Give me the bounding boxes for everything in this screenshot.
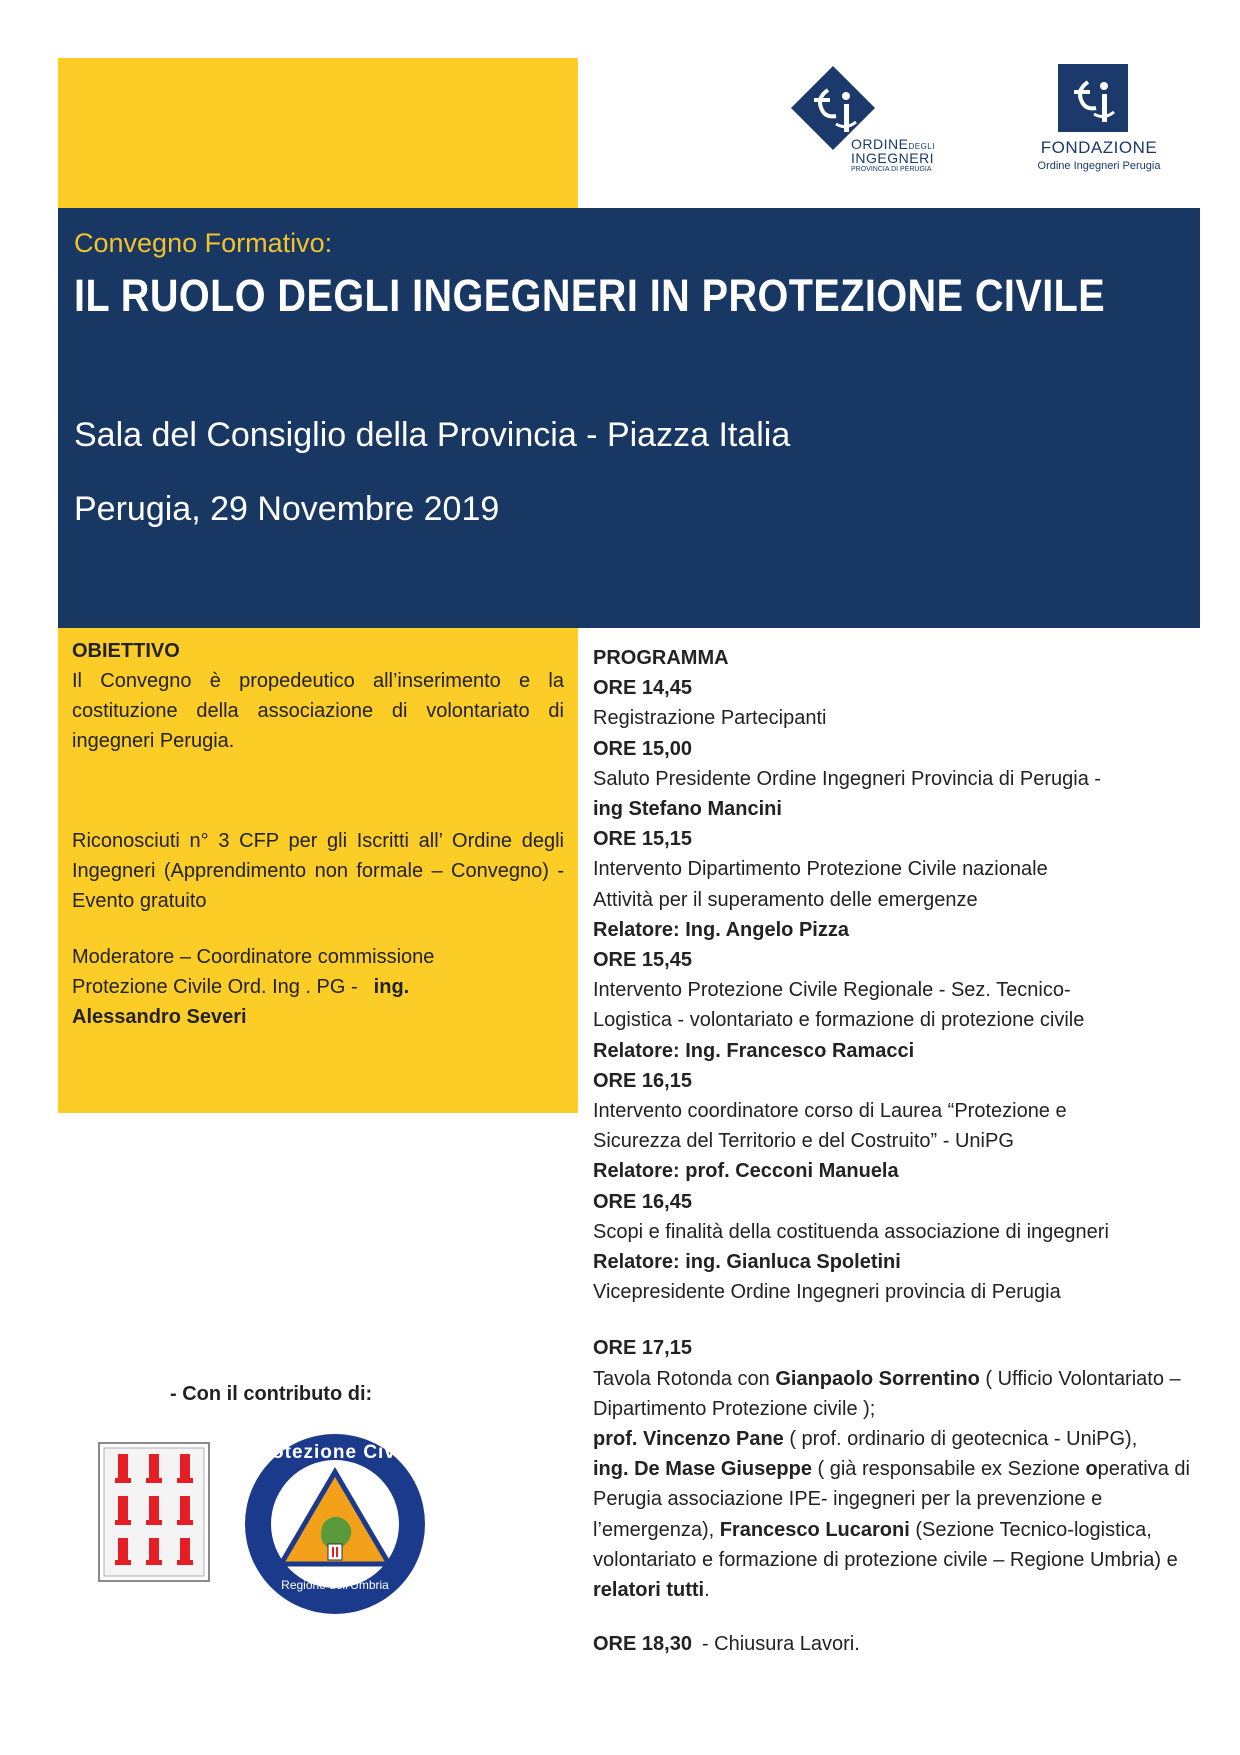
- rt-bold: ing. De Mase Giuseppe: [593, 1458, 812, 1481]
- programme-time: ORE 15,00: [593, 737, 692, 760]
- closing-time: ORE 18,30: [593, 1633, 692, 1656]
- programme-text: Intervento coordinatore corso di Laurea “Protezione e: [593, 1100, 1067, 1123]
- programme: [593, 643, 1193, 1660]
- moderator-line1: Moderatore – Coordinatore commissione: [72, 946, 435, 968]
- ordine-ingegneri-logo: [788, 62, 958, 180]
- rt-text: perativa di Perugia associazione IPE- ingegneri per la prevenzione e l’emergenza),: [593, 1458, 1190, 1541]
- objective-text: Il Convegno è propedeutico all’inserimento e la costituzione della associazione di volontariato di ingegneri Perugia.: [72, 670, 564, 752]
- programme-time: ORE 15,45: [593, 949, 692, 972]
- ordine-logo-line1: ORDINE: [851, 136, 909, 152]
- rt-bold: relatori tutti: [593, 1579, 705, 1602]
- event-subtitle: Convegno Formativo:: [74, 228, 333, 258]
- fondazione-logo-line1: FONDAZIONE: [1040, 138, 1158, 157]
- programme-time: ORE 16,45: [593, 1190, 692, 1213]
- programme-text: Attività per il superamento delle emergenze: [593, 888, 978, 911]
- event-date: Perugia, 29 Novembre 2019: [74, 490, 500, 528]
- programme-time: ORE 16,15: [593, 1069, 692, 1092]
- programme-time: ORE 15,15: [593, 828, 692, 851]
- programme-time: ORE 14,45: [593, 677, 692, 700]
- programme-speaker: Relatore: ing. Gianluca Spoletini: [593, 1251, 901, 1274]
- programme-speaker: ing Stefano Mancini: [593, 798, 782, 821]
- ordine-logo-line2: INGEGNERI: [851, 150, 935, 166]
- rt-text: ( già responsabile ex Sezione: [811, 1458, 1086, 1481]
- programme-heading: PROGRAMMA: [593, 647, 729, 669]
- programme-text: Intervento Dipartimento Protezione Civile nazionale: [593, 858, 1048, 881]
- credits-text: Riconosciuti n° 3 CFP per gli Iscritti all’ Ordine degli Ingegneri (Apprendimento non formale – Convegno) - Evento gratuito: [72, 830, 564, 912]
- fondazione-logo: [1024, 64, 1174, 180]
- rt-text: (Sezione Tecnico-logistica, volontariato e formazione di protezione civile – Regione Umbria) e: [593, 1518, 1178, 1571]
- rt-bold: prof. Vincenzo Pane: [593, 1428, 784, 1451]
- programme-speaker: Relatore: prof. Cecconi Manuela: [593, 1160, 899, 1183]
- fondazione-logo-line2: Ordine Ingegneri Perugia: [1037, 160, 1161, 172]
- programme-speaker: Relatore: Ing. Angelo Pizza: [593, 918, 849, 941]
- pc-logo-top-text: Protezione Civile: [249, 1442, 421, 1463]
- closing-text: - Chiusura Lavori.: [701, 1633, 860, 1656]
- programme-text: Saluto Presidente Ordine Ingegneri Provincia di Perugia -: [593, 767, 1102, 790]
- moderator-title: ing.: [373, 976, 410, 998]
- programme-text: Scopi e finalità della costituenda associazione di ingegneri: [593, 1220, 1109, 1243]
- regione-umbria-stemma: [98, 1442, 210, 1582]
- programme-text: Logistica - volontariato e formazione di protezione civile: [593, 1009, 1085, 1032]
- programme-text: Intervento Protezione Civile Regionale - Sez. Tecnico-: [593, 979, 1071, 1002]
- programme-speaker: Relatore: Ing. Francesco Ramacci: [593, 1039, 915, 1062]
- umbria-candles-icon: [98, 1442, 210, 1582]
- moderator-block: [72, 942, 564, 1032]
- moderator-line2-row: [72, 972, 564, 1002]
- programme-text: Sicurezza del Territorio e del Costruito” - UniPG: [593, 1130, 1014, 1153]
- pc-logo-bottom-text: Regione dell'Umbria: [281, 1578, 389, 1592]
- ordine-logo-line1-small: DEGLI: [908, 142, 935, 151]
- programme-time: ORE 17,15: [593, 1337, 692, 1360]
- closing-row: [593, 1629, 1193, 1659]
- programme-text: Vicepresidente Ordine Ingegneri provincia di Perugia: [593, 1281, 1061, 1304]
- yellow-top-block: [58, 58, 578, 208]
- event-venue: Sala del Consiglio della Provincia - Piazza Italia: [74, 416, 791, 454]
- programme-text: Registrazione Partecipanti: [593, 707, 827, 730]
- rt-bold: o: [1085, 1458, 1098, 1481]
- ordine-logo-line3: PROVINCIA DI PERUGIA: [851, 166, 932, 173]
- rt-bold: Gianpaolo Sorrentino: [775, 1367, 980, 1390]
- rt-text: .: [704, 1579, 710, 1602]
- header-banner: [58, 208, 1200, 628]
- round-table-text: [593, 1364, 1193, 1606]
- objective-heading: OBIETTIVO: [72, 640, 180, 662]
- protezione-civile-logo: [243, 1432, 427, 1616]
- rt-text: ( prof. ordinario di geotecnica - UniPG),: [783, 1428, 1138, 1451]
- moderator-name: Alessandro Severi: [72, 1006, 247, 1028]
- rt-text: ( Ufficio Volontariato – Dipartimento Protezione civile );: [593, 1367, 1181, 1420]
- moderator-line2: Protezione Civile Ord. Ing . PG -: [72, 976, 358, 998]
- fondazione-logo-mark-icon: [1058, 64, 1128, 132]
- contributors-label: - Con il contributo di:: [170, 1383, 373, 1405]
- rt-bold: Francesco Lucaroni: [719, 1518, 910, 1541]
- rt-text: Tavola Rotonda con: [593, 1367, 776, 1390]
- event-title: IL RUOLO DEGLI INGEGNERI IN PROTEZIONE CIVILE: [74, 270, 1106, 321]
